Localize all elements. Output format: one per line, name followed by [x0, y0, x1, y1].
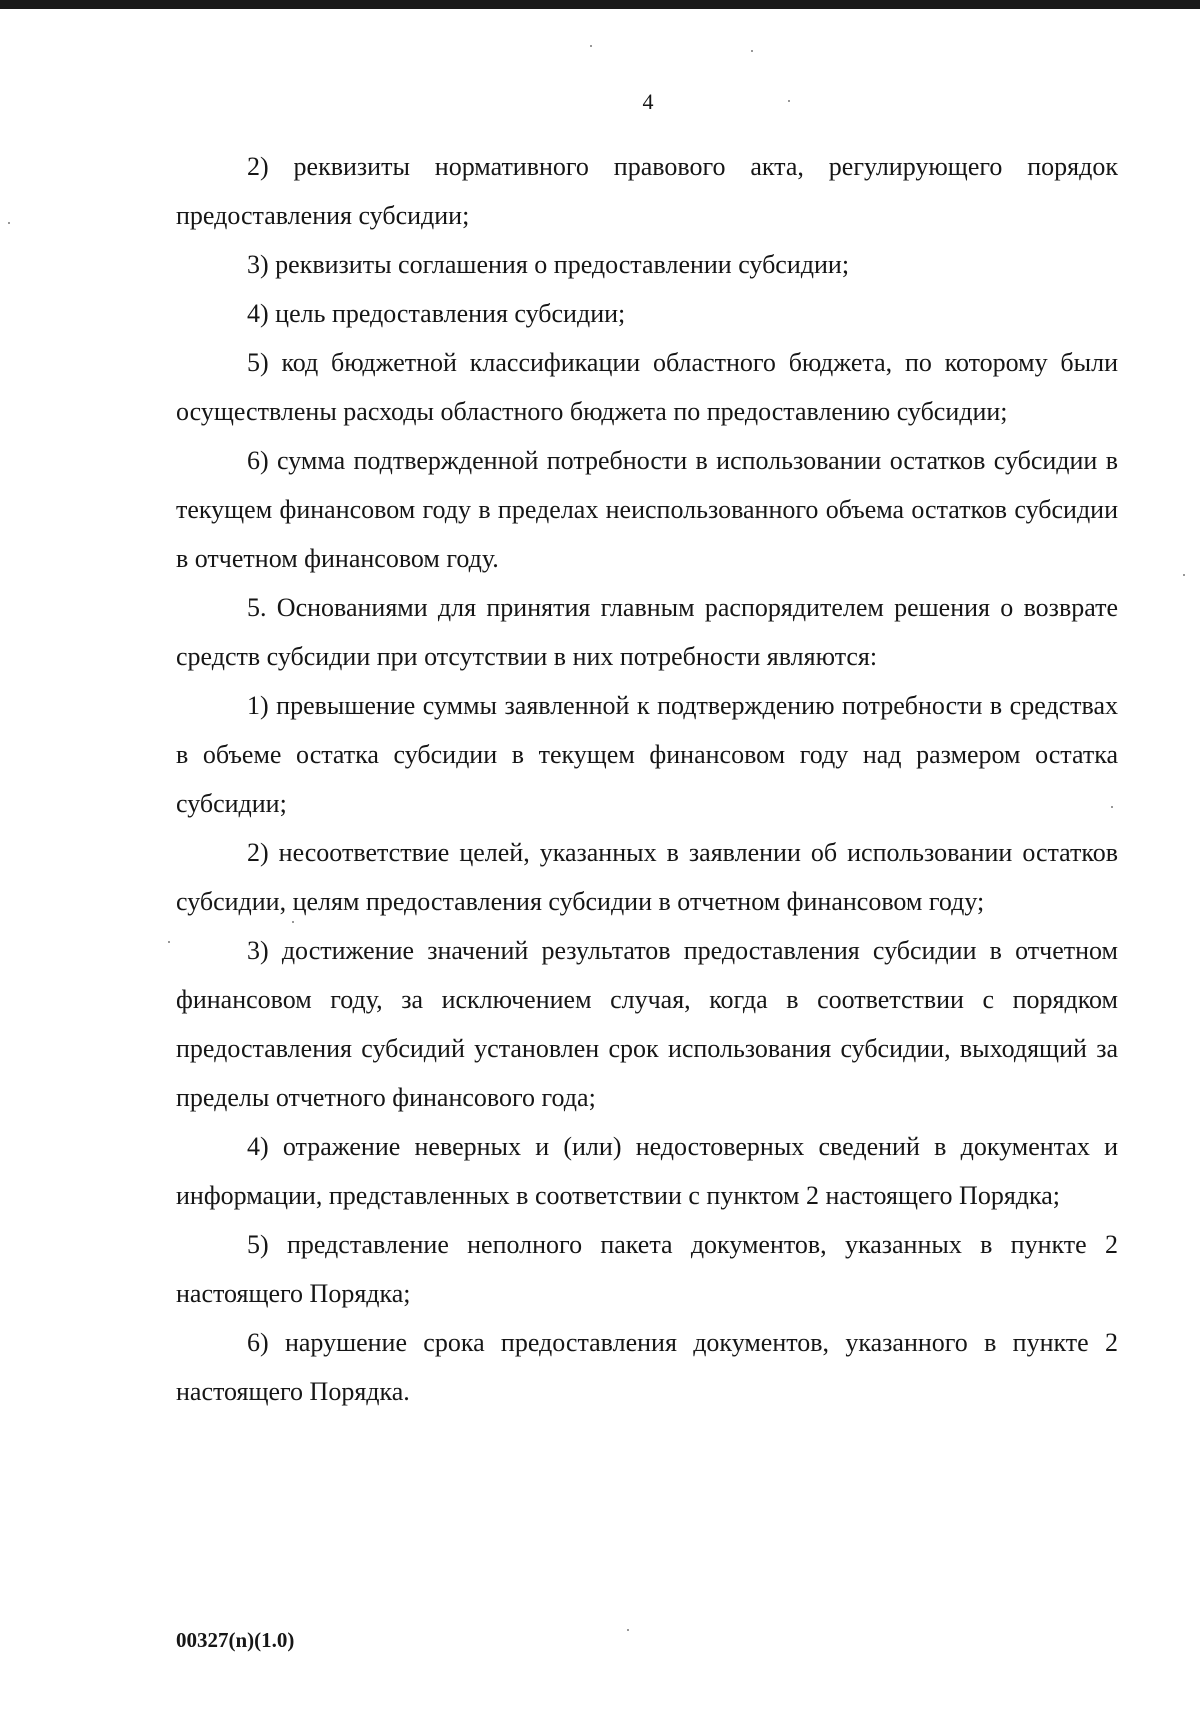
- paragraph-ground-1-excess: 1) превышение суммы заявленной к подтверждению потребности в средствах в объеме остатка субсидии в текущем финансовом году над размером остатка субсидии;: [176, 691, 1118, 818]
- scan-speck: [1111, 806, 1113, 808]
- scan-speck: [627, 1629, 629, 1631]
- paragraph-ground-3-results-achieved: 3) достижение значений результатов предоставления субсидии в отчетном финансовом году, за исключением случая, когда в соответствии с порядком предоставления субсидий установлен срок использования субсидии, выходящий за пределы отчетного финансового года;: [176, 936, 1118, 1112]
- scan-speck: [751, 50, 753, 52]
- paragraph-item-6-confirmed-amount: 6) сумма подтвержденной потребности в использовании остатков субсидии в текущем финансовом году в пределах неиспользованного объема остатков субсидии в отчетном финансовом году.: [176, 446, 1118, 573]
- scan-speck: [590, 45, 592, 47]
- paragraph-item-3-requisites-agreement: 3) реквизиты соглашения о предоставлении субсидии;: [247, 250, 850, 279]
- paragraph-item-5-budget-code: 5) код бюджетной классификации областного бюджета, по которому были осуществлены расходы областного бюджета по предоставлению субсидии;: [176, 348, 1118, 426]
- scan-speck: [168, 941, 170, 943]
- document-body: [176, 142, 1118, 1416]
- document-footer-code: 00327(n)(1.0): [176, 1628, 295, 1652]
- paragraph-ground-2-mismatch: 2) несоответствие целей, указанных в заявлении об использовании остатков субсидии, целям предоставления субсидии в отчетном финансовом году;: [176, 838, 1118, 916]
- scan-speck: [788, 100, 790, 102]
- paragraph-ground-6-deadline-violation: 6) нарушение срока предоставления документов, указанного в пункте 2 настоящего Порядка.: [176, 1328, 1118, 1406]
- paragraph-item-4-purpose: 4) цель предоставления субсидии;: [247, 299, 626, 328]
- scan-speck: [8, 222, 10, 224]
- page-number: 4: [642, 89, 654, 114]
- paragraph-ground-4-false-info: 4) отражение неверных и (или) недостоверных сведений в документах и информации, представленных в соответствии с пунктом 2 настоящего Порядка;: [176, 1132, 1118, 1210]
- paragraph-item-2-requisites-act: 2) реквизиты нормативного правового акта, регулирующего порядок предоставления субсидии;: [176, 152, 1118, 230]
- paragraph-ground-5-incomplete-package: 5) представление неполного пакета документов, указанных в пункте 2 настоящего Порядка;: [176, 1230, 1118, 1308]
- paragraph-section-5-grounds: 5. Основаниями для принятия главным распорядителем решения о возврате средств субсидии при отсутствии в них потребности являются:: [176, 593, 1118, 671]
- scan-speck: [292, 921, 294, 923]
- scan-speck: [1183, 574, 1185, 576]
- scan-top-edge: [0, 0, 1200, 9]
